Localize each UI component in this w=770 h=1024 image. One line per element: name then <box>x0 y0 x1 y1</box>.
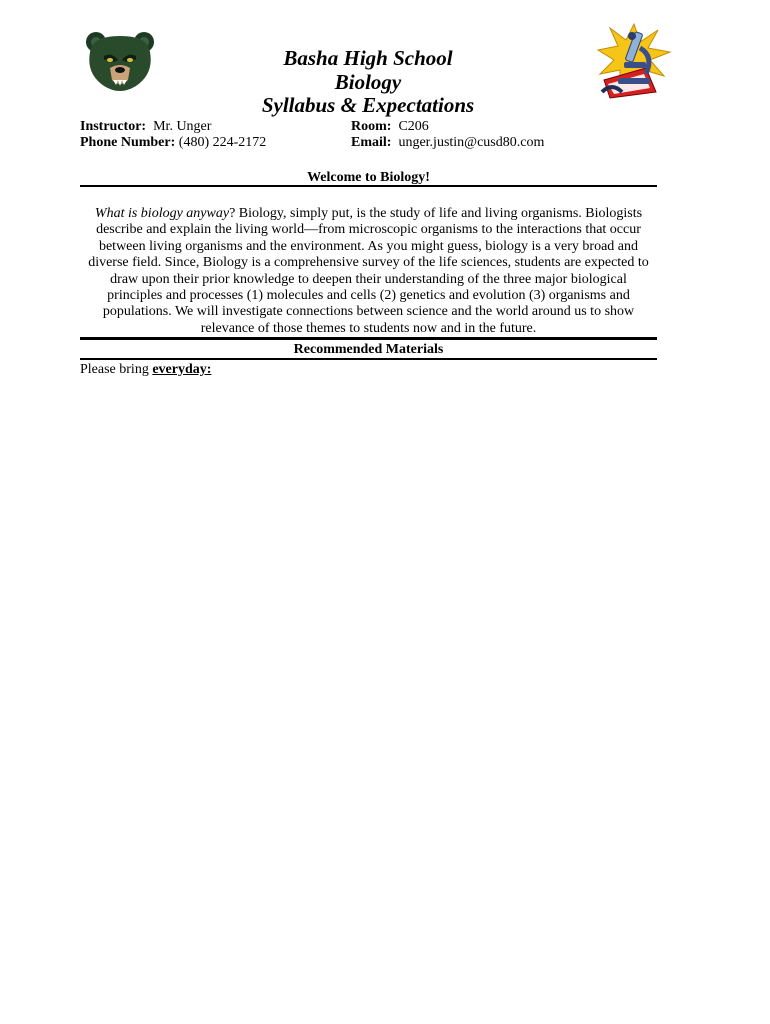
divider <box>80 185 657 187</box>
bear-mascot-icon <box>82 30 158 94</box>
phone-line <box>80 135 266 151</box>
phone-value: (480) 224-2172 <box>178 135 267 150</box>
welcome-heading: Welcome to Biology! <box>307 170 430 185</box>
email-label: Email: <box>351 135 392 150</box>
intro-body: ? Biology, simply put, is the study of life and living organisms. Biologists describe and explain the living world—from microscopic organisms to the interactions that occur between living organisms and the environment. As you might guess, biology is a very broad and diverse field. Since, Biology is a comprehensive survey of the life sciences, students are expected to draw upon their prior knowledge to deepen their understanding of the three major biological principles and processes (1) molecules and cells (2) genetics and evolution (3) organisms and populations. We will investigate connections between science and the world around us to show relevance of those themes to students now and in the future. <box>88 206 649 336</box>
email-line <box>351 135 544 151</box>
divider <box>80 337 657 340</box>
room-value: C206 <box>398 119 429 134</box>
room-line <box>351 119 429 135</box>
email-link[interactable]: unger.justin@cusd80.com <box>398 135 545 150</box>
instructor-label: Instructor: <box>80 119 147 134</box>
instructor-value: Mr. Unger <box>153 119 212 134</box>
instructor-line <box>80 119 211 135</box>
school-name: Basha High School <box>283 46 453 70</box>
syllabus-title: Syllabus & Expectations <box>261 93 475 117</box>
bring-line <box>80 362 211 378</box>
bring-emphasis: everyday: <box>152 362 212 377</box>
intro-paragraph <box>82 206 655 337</box>
intro-question: What is biology anyway <box>94 206 230 221</box>
microscope-icon <box>596 22 672 102</box>
divider <box>80 358 657 360</box>
document-title <box>200 47 536 118</box>
phone-label: Phone Number: <box>80 135 176 150</box>
materials-heading: Recommended Materials <box>293 342 444 357</box>
room-label: Room: <box>351 119 392 134</box>
bring-prefix: Please bring <box>80 362 153 377</box>
subject-name: Biology <box>334 69 402 94</box>
